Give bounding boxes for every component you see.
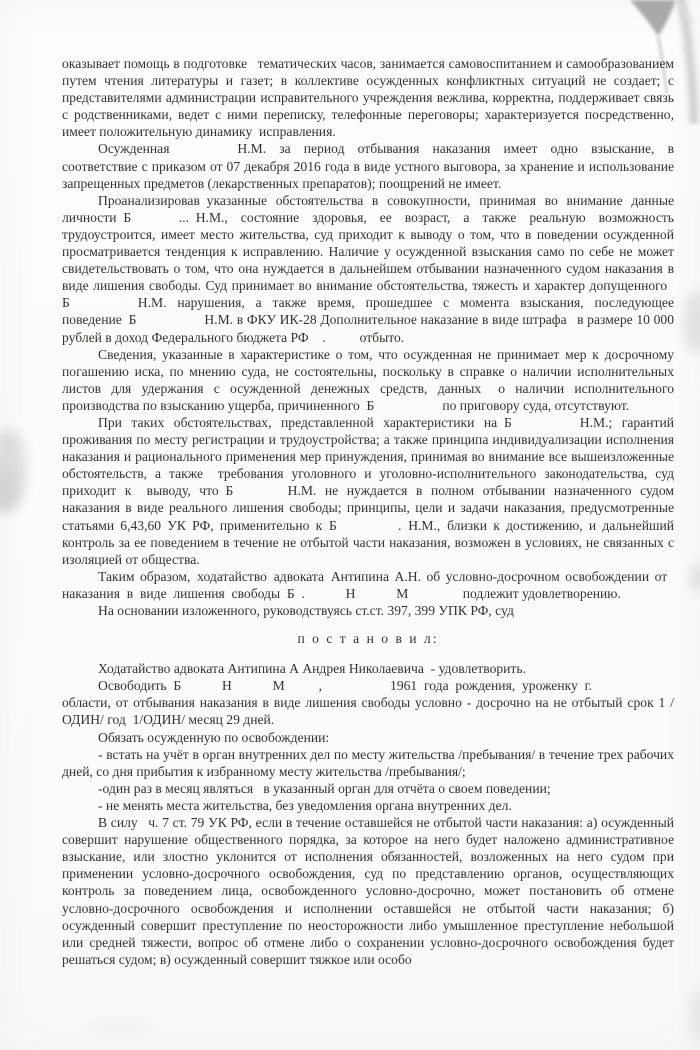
scan-smudge: [0, 470, 16, 512]
paragraph-conclusion: При таких обстоятельствах, представленной характеристики на Б Н.М.; гарантий проживания по месту регистрации и трудоустройства; а также принципа индивидуализации исполнения наказания и рационального применения мер принуждения, принимая во внимание все вышеизложенные обстоятельств, а также требования уголовного и уголовно-исполнительного законодательства, суд приходит к выводу, что Б Н.М. не нуждается в полном отбывании назначенного судом наказания в виде реального лишения свободы; принципы, цели и задачи наказания, предусмотренные статьями 6,43,60 УК РФ, применительно к Б . Н.М., близки к достижению, и дальнейший контроль за ее поведением в течение не отбытой части наказания, возможен в условиях, не связанных с изоляцией от общества.: [62, 414, 674, 567]
scan-smudge: [689, 988, 700, 1042]
paragraph-petition-result: Таким образом, ходатайство адвоката Антипина А.Н. об условно-досрочном освобождении от наказания в виде лишения свободы Б . Н М подлежит удовлетворению.: [62, 568, 674, 601]
scan-smudge: [692, 564, 700, 592]
paragraph-obligations-intro: Обязать осужденную по освобождении:: [98, 729, 330, 745]
paragraph-continuation: оказывает помощь в подготовке тематических часов, занимается самовоспитанием и самообразованием путем чтения литературы и газет; в коллективе осужденных конфликтных ситуаций не создает; с представителями администрации исправительного учреждения вежлива, корректна, поддерживает связь с родственниками, ведет с ними переписку, телефонные переговоры; характеризуется посредственно, имеет положительную динамику исправления.: [62, 56, 674, 140]
scan-smudge: [88, 1018, 152, 1034]
paragraph-legal-basis: На основании изложенного, руководствуясь ст.ст. 397, 399 УПК РФ, суд: [98, 603, 514, 618]
ruling-heading: п о с т а н о в и л:: [297, 631, 439, 647]
scan-smudge: [684, 290, 700, 354]
paragraph-release-order: Освободить Б Н М , 1961 года рождения, уроженку г. области, от отбывания наказания в виде лишения свободы условно - досрочно на не отбытый срок 1 /ОДИН/ год 1/ОДИН/ месяц 29 дней.: [62, 678, 674, 728]
paragraph-article-79: В силу ч. 7 ст. 79 УК РФ, если в течение оставшейся не отбытой части наказания: а) осужденный совершит нарушение общественного порядка, за которое на него будет наложено административное взыскание, или злостно уклонится от исполнения обязанностей, возложенных на него судом при применении условно-досрочного освобождения, суд по представлению органов, осуществляющих контроль за поведением лица, освобожденного условно-досрочно, может постановить об отмене условно-досрочного освобождения и исполнении оставшейся не отбытой части наказания; б) осужденный совершит преступление по неосторожности либо умышленное преступление небольшой или средней тяжести, вопрос об отмене либо о сохранении условно-досрочного освобождения будет решаться судом; в) осужденный совершит тяжкое или особо: [62, 815, 674, 967]
obligation-item-register: - встать на учёт в орган внутренних дел по месту жительства /пребывания/ в течение трех рабочих дней, со дня прибытия к избранному месту жительства /пребывания/;: [62, 746, 674, 779]
paragraph-grant-petition: Ходатайство адвоката Антипина А Андрея Николаевича - удовлетворить.: [98, 661, 526, 677]
paragraph-analysis: Проанализировав указанные обстоятельства в совокупности, принимая во внимание данные личности Б ... Н.М., состояние здоровья, ее возраст, а также реальную возможность трудоустроится, имеет место жительства, суд приходит к выводу о том, что в поведении осужденной просматривается тенденция к исправлению. Наличие у осужденной взыскания само по себе не может свидетельствовать о том, что она нуждается в дальнейшем отбывании назначенного судом наказания в виде лишения свободы. Суд принимает во внимание обстоятельства, тяжесть и характер допущенного Б Н.М. нарушения, а также время, прошедшее с момента взыскания, последующее поведение Б Н.М. в ФКУ ИК-28 Дополнительное наказание в виде штрафа в размере 10 000 рублей в доход Федерального бюджета РФ . отбыто.: [62, 192, 674, 345]
scan-smudge: [0, 428, 26, 510]
obligation-item-report: -один раз в месяц являться в указанный орган для отчёта о своем поведении;: [98, 780, 551, 796]
paragraph-claims: Сведения, указанные в характеристике о том, что осужденная не принимает мер к досрочному погашению иска, по мнению суда, не состоятельны, поскольку в справке о наличии исполнительных листов для удержания с осужденной денежных средств, данных о наличии исполнительного производства по взысканию ущерба, причиненного Б по приговору суда, отсутствуют.: [62, 346, 674, 413]
paragraph-penalty: Осужденная Н.М. за период отбывания наказания имеет одно взыскание, в соответствие с приказом от 07 декабря 2016 года в виде устного выговора, за хранение и использование запрещенных предметов (лекарственных препаратов); поощрений не имеет.: [62, 141, 674, 191]
document-text: [62, 55, 674, 968]
obligation-item-residence: - не менять места жительства, без уведомления органа внутренних дел.: [98, 797, 512, 813]
